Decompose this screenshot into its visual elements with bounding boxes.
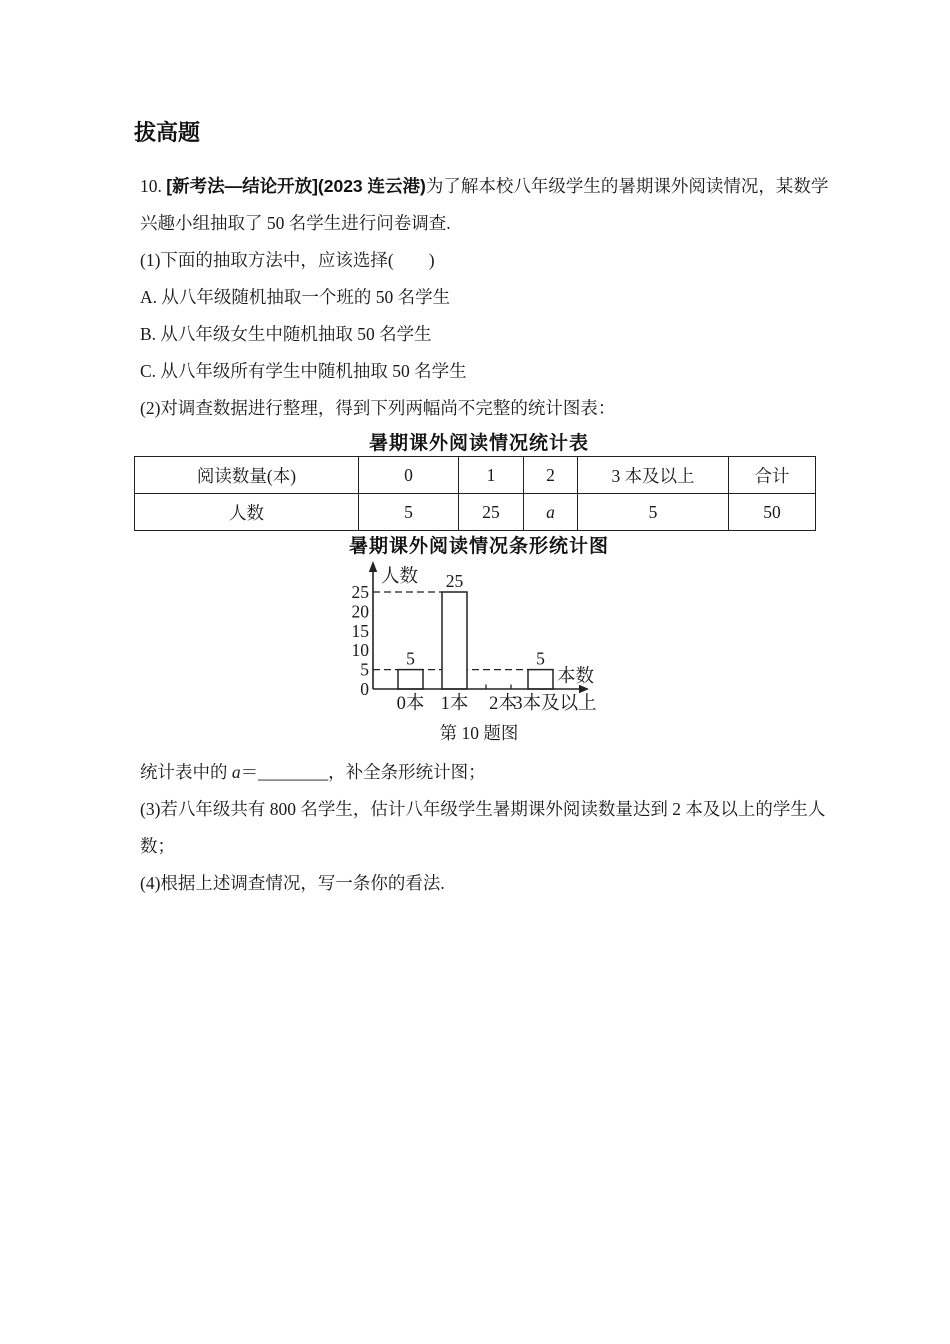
problem-intro-text: 为了解本校八年级学生的暑期课外阅读情况，某数学 — [425, 176, 829, 196]
problem-intro-line2: 兴趣小组抽取了 50 名学生进行问卷调查. — [140, 213, 451, 233]
question-part2: (2)对调查数据进行整理，得到下列两幅尚不完整的统计图表： — [140, 398, 616, 418]
fill-suffix: ，补全条形统计图； — [328, 762, 486, 782]
option-b: B. 从八年级女生中随机抽取 50 名学生 — [140, 324, 432, 344]
table-cell: 3 本及以上 — [578, 457, 729, 494]
y-tick-label: 15 — [351, 620, 369, 641]
option-a: A. 从八年级随机抽取一个班的 50 名学生 — [140, 287, 451, 307]
table-cell: 5 — [359, 494, 459, 531]
table-cell: 阅读数量(本) — [135, 457, 359, 494]
x-axis-title: 本数 — [557, 667, 595, 687]
chart-title: 暑期课外阅读情况条形统计图 — [348, 536, 609, 557]
bar-1本 — [442, 592, 467, 689]
table-cell: 25 — [459, 494, 524, 531]
table-cell: 0 — [359, 457, 459, 494]
worksheet-content — [134, 120, 829, 907]
table-cell: a — [524, 494, 578, 531]
figure-caption: 第 10 题图 — [439, 723, 519, 743]
bar-value-label: 5 — [406, 648, 415, 669]
table-cell: 人数 — [135, 494, 359, 531]
bar-value-label: 5 — [536, 648, 545, 669]
table-row — [135, 457, 816, 494]
table-cell: 50 — [729, 494, 816, 531]
y-axis-arrow-icon — [369, 561, 377, 572]
bar-chart — [340, 559, 620, 717]
y-tick-label: 20 — [351, 601, 369, 622]
equals-sign: ＝ — [240, 762, 259, 782]
answer-blank: ________ — [258, 762, 329, 782]
y-tick-label: 10 — [351, 640, 369, 661]
question-part3-line1: (3)若八年级共有 800 名学生，估计八年级学生暑期课外阅读数量达到 2 本及以上的学生人 — [140, 799, 826, 819]
fill-in-line — [134, 759, 824, 796]
x-category-label: 3本及以上 — [513, 694, 597, 714]
question-part4: (4)根据上述调查情况，写一条你的看法. — [140, 873, 445, 893]
variable-a: a — [231, 762, 241, 782]
bar-value-label: 25 — [445, 571, 464, 591]
problem-intro-line1 — [134, 173, 829, 210]
table-row — [135, 494, 816, 531]
reading-stats-table — [134, 456, 816, 531]
y-tick-label: 25 — [351, 582, 369, 602]
bar-3本及以上 — [528, 670, 553, 689]
x-category-label: 0本 — [396, 694, 425, 714]
table-cell: 2 — [524, 457, 578, 494]
question-part3-line2: 数； — [140, 836, 175, 856]
bar-0本 — [398, 670, 423, 689]
question-part1: (1)下面的抽取方法中，应该选择( ) — [140, 250, 435, 270]
table-cell: 1 — [459, 457, 524, 494]
table-title: 暑期课外阅读情况统计表 — [368, 433, 589, 454]
y-tick-label: 5 — [360, 659, 369, 680]
problem-number: 10. — [140, 176, 162, 196]
x-category-label: 2本 — [489, 694, 517, 714]
section-heading: 拔高题 — [134, 120, 201, 145]
table-cell: 5 — [578, 494, 729, 531]
x-category-label: 1本 — [440, 694, 469, 714]
option-c: C. 从八年级所有学生中随机抽取 50 名学生 — [140, 361, 467, 381]
bar-chart-block — [134, 535, 824, 745]
fill-prefix: 统计表中的 — [140, 762, 232, 782]
y-tick-label: 0 — [360, 679, 369, 699]
table-cell: 合计 — [729, 457, 816, 494]
problem-tag: [新考法—结论开放](2023 连云港) — [166, 176, 426, 196]
y-axis-title: 人数 — [381, 567, 419, 587]
